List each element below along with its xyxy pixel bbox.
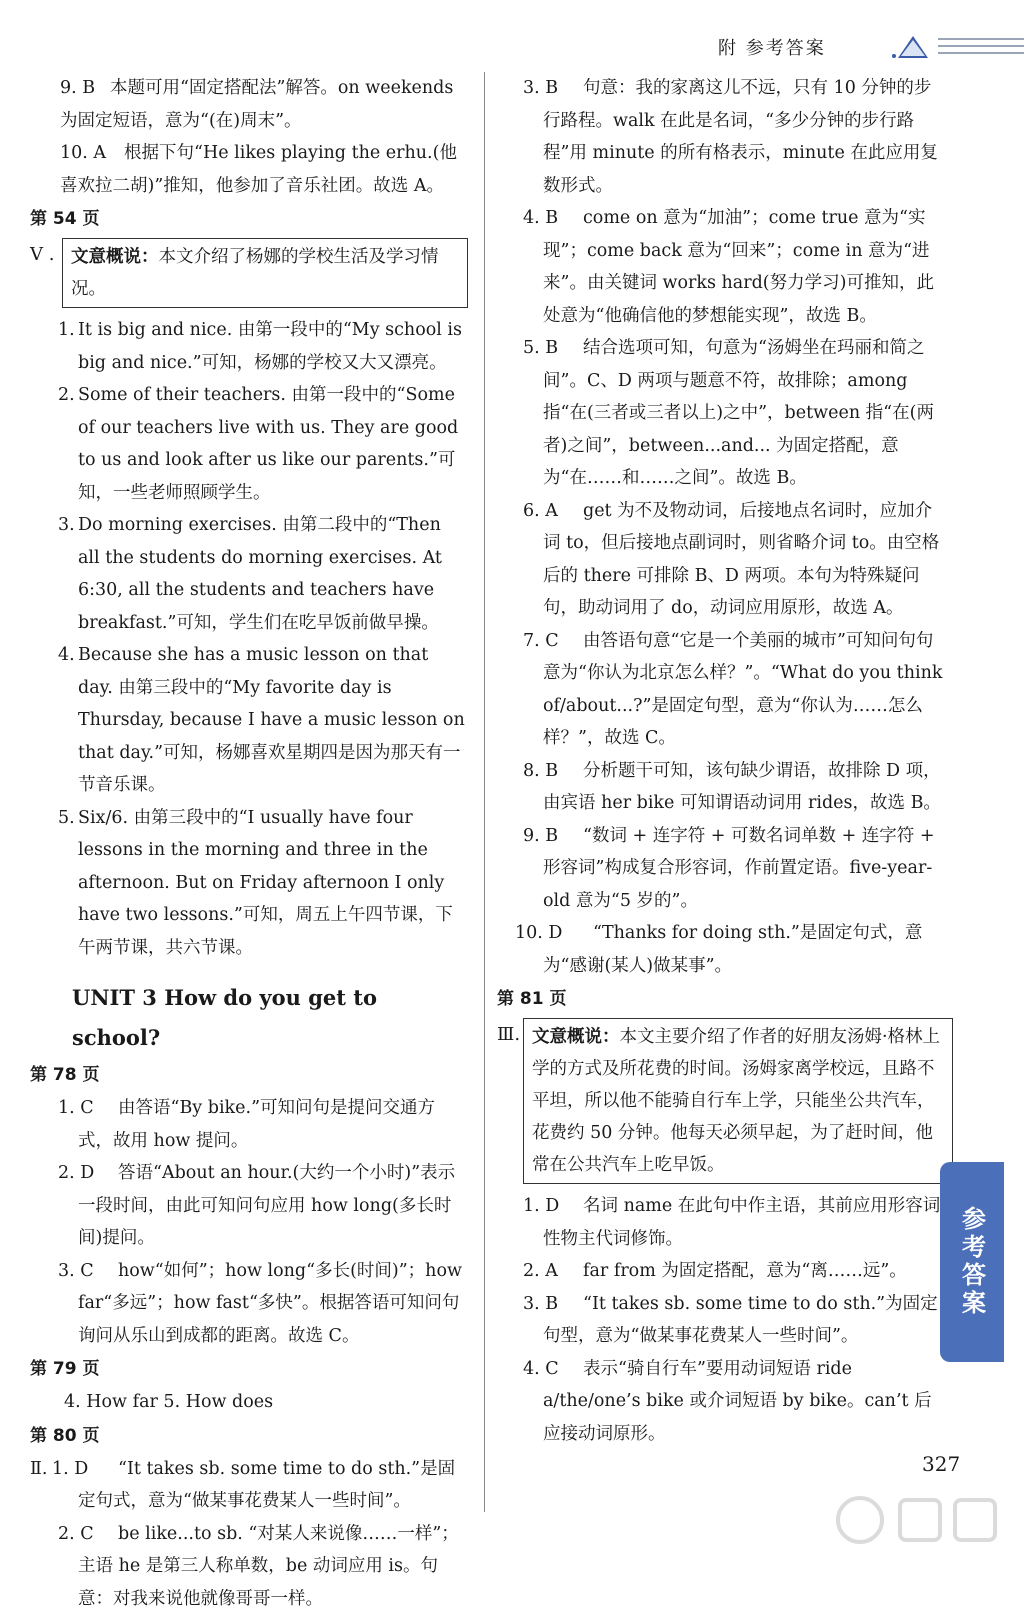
answer-item: 3. Do morning exercises. 由第二段中的“Then all the students do morning exercises. At 6:30, all the students and teachers have breakfast.”可知，学生们在吃早饭前做早操。 bbox=[30, 509, 468, 639]
page-header bbox=[700, 28, 1029, 68]
left-column bbox=[30, 72, 468, 1615]
side-tab-answers: 参考答案 bbox=[940, 1162, 1004, 1362]
answer-item: 3. C how“如何”；how long“多长(时间)”；how far“多远”；how fast“多快”。根据答语可知问句询问从乐山到成都的距离。故选 C。 bbox=[30, 1255, 468, 1353]
answer-item: 4. How far 5. How does bbox=[30, 1386, 468, 1419]
answer-item: 9. B “数词 + 连字符 + 可数名词单数 + 连字符 + 形容词”构成复合形容词，作前置定语。five-year-old 意为“5 岁的”。 bbox=[515, 820, 945, 918]
answer-item: 2. A far from 为固定搭配，意为“离……远”。 bbox=[515, 1255, 945, 1288]
watermark-icon bbox=[820, 1480, 1020, 1590]
answer-item: 1. D 名词 name 在此句中作主语，其前应用形容词性物主代词修饰。 bbox=[515, 1190, 945, 1255]
section-heading: 第 54 页 bbox=[30, 204, 468, 234]
answer-item: 9. B 本题可用“固定搭配法”解答。on weekends 为固定短语，意为“(在)周末”。 bbox=[30, 72, 468, 137]
section-heading: 第 78 页 bbox=[30, 1060, 468, 1090]
summary-block: V . 文意概说：本文介绍了杨娜的学校生活及学习情况。 bbox=[30, 238, 468, 308]
answer-item: 5. B 结合选项可知，句意为“汤姆坐在玛丽和简之间”。C、D 两项与题意不符，故排除；among 指“在(三者或三者以上)之中”，between 指“在(两者)之间”，between...and... 为固定搭配，意为“在……和……之间”。故选 B。 bbox=[515, 332, 945, 495]
answer-item: 4. C 表示“骑自行车”要用动词短语 ride a/the/one’s bike 或介词短语 by bike。can’t 后应接动词原形。 bbox=[515, 1353, 945, 1451]
section-heading: 第 79 页 bbox=[30, 1354, 468, 1384]
column-divider bbox=[484, 72, 485, 1512]
right-column bbox=[515, 72, 945, 1450]
answer-item: 3. B “It takes sb. some time to do sth.”为固定句型，意为“做某事花费某人一些时间”。 bbox=[515, 1288, 945, 1353]
answer-item: 2. Some of their teachers. 由第一段中的“Some of our teachers live with us. They are good to us and look after us like our parents.”可知，一些老师照顾学生。 bbox=[30, 379, 468, 509]
answer-item: 1. C 由答语“By bike.”可知问句是提问交通方式，故用 how 提问。 bbox=[30, 1092, 468, 1157]
page-number: 327 bbox=[922, 1452, 960, 1476]
answer-item: 7. C 由答语句意“它是一个美丽的城市”可知问句句意为“你认为北京怎么样？”。“What do you think of/about...?”是固定句型，意为“你认为……怎么样？”，故选 C。 bbox=[515, 625, 945, 755]
answer-item: 2. D 答语“About an hour.(大约一个小时)”表示一段时间，由此可知问句应用 how long(多长时间)提问。 bbox=[30, 1157, 468, 1255]
answer-item: 1. It is big and nice. 由第一段中的“My school is big and nice.”可知，杨娜的学校又大又漂亮。 bbox=[30, 314, 468, 379]
section-heading: 第 81 页 bbox=[497, 984, 945, 1014]
answer-item: 2. C be like...to sb. “对某人来说像……一样”；主语 he 是第三人称单数，be 动词应用 is。句意：对我来说他就像哥哥一样。 bbox=[30, 1518, 468, 1615]
header-decoration bbox=[938, 38, 1024, 59]
answer-item: Ⅱ. 1. D “It takes sb. some time to do sth.”是固定句式，意为“做某事花费某人一些时间”。 bbox=[30, 1453, 468, 1518]
answer-item: 3. B 句意：我的家离这儿不远，只有 10 分钟的步行路程。walk 在此是名词，“多少分钟的步行路程”用 minute 的所有格表示，minute 在此应用复数形式。 bbox=[515, 72, 945, 202]
answer-item: 8. B 分析题干可知，该句缺少谓语，故排除 D 项，由宾语 her bike 可知谓语动词用 rides，故选 B。 bbox=[515, 755, 945, 820]
answer-item: 10. A 根据下句“He likes playing the erhu.(他喜欢拉二胡)”推知，他参加了音乐社团。故选 A。 bbox=[30, 137, 468, 202]
answer-item: 5. Six/6. 由第三段中的“I usually have four lessons in the morning and three in the afternoon. But on Friday afternoon I only have two lessons.”可知，周五上午四节课，下午两节课，共六节课。 bbox=[30, 802, 468, 965]
answer-item: 4. Because she has a music lesson on that day. 由第三段中的“My favorite day is Thursday, because I have a music lesson on that day.”可知，杨娜喜欢星期四是因为那天有一节音乐课。 bbox=[30, 639, 468, 802]
header-title: 附 参考答案 bbox=[718, 34, 826, 60]
answer-item: 4. B come on 意为“加油”；come true 意为“实现”；come back 意为“回来”；come in 意为“进来”。由关键词 works hard(努力学习)可推知，此处意为“他确信他的梦想能实现”，故选 B。 bbox=[515, 202, 945, 332]
unit-title: UNIT 3 How do you get to school? bbox=[30, 978, 468, 1058]
answer-item: 10. D “Thanks for doing sth.”是固定句式，意为“感谢(某人)做某事”。 bbox=[515, 917, 945, 982]
section-heading: 第 80 页 bbox=[30, 1421, 468, 1451]
summary-block: Ⅲ. 文意概说：本文主要介绍了作者的好朋友汤姆·格林上学的方式及所花费的时间。汤姆家离学校远，且路不平坦，所以他不能骑自行车上学，只能坐公共汽车，花费约 50 分钟。他每天必须早起，为了赶时间，他常在公共汽车上吃早饭。 bbox=[497, 1018, 945, 1184]
answer-item: 6. A get 为不及物动词，后接地点名词时，应加介词 to，但后接地点副词时，则省略介词 to。由空格后的 there 可排除 B、D 两项。本句为特殊疑问句，助动词用了 do，动词应用原形，故选 A。 bbox=[515, 495, 945, 625]
